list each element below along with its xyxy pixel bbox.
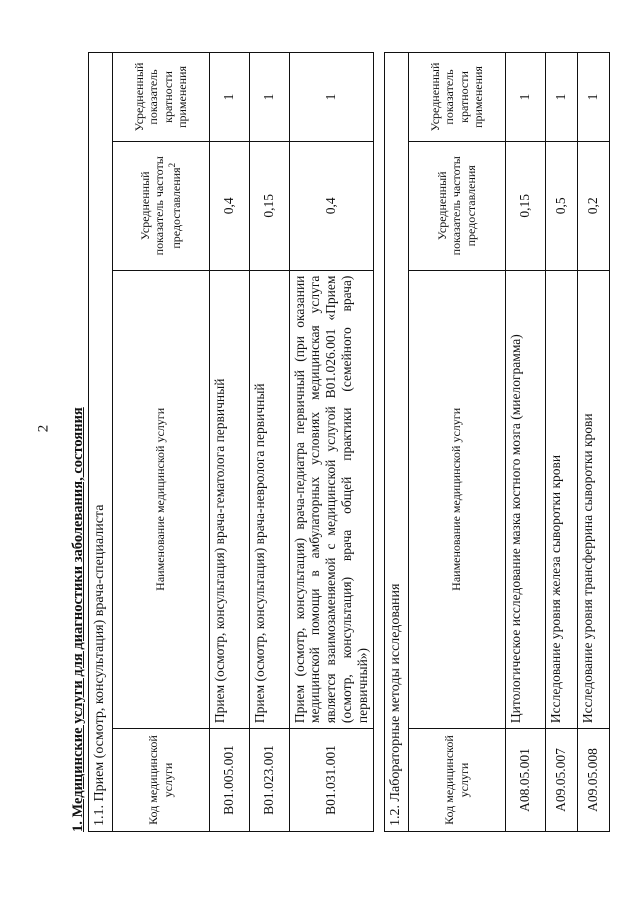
table-row [577, 53, 609, 832]
service-name: Прием (осмотр, консультация) врача-невролога первичный [249, 270, 289, 728]
table-consultations [88, 52, 374, 832]
column-header-multiplicity: Усредненный показатель кратности применения [408, 53, 505, 142]
multiplicity-value: 1 [209, 53, 249, 142]
section-title: 1. Медицинские услуги для диагностики заболевания, состояния [70, 407, 86, 832]
table-caption: 1.1. Прием (осмотр, консультация) врача-специалиста [89, 53, 113, 832]
multiplicity-value: 1 [249, 53, 289, 142]
table-laboratory [384, 52, 610, 832]
table-caption: 1.2. Лабораторные методы исследования [385, 53, 409, 832]
column-header-code: Код медицинской услуги [408, 729, 505, 832]
column-header-multiplicity: Усредненный показатель кратности применения [112, 53, 209, 142]
service-code: B01.005.001 [209, 729, 249, 832]
rotated-content [70, 52, 630, 832]
service-name: Исследование уровня трансферрина сыворотки крови [577, 270, 609, 728]
column-header-frequency: Усредненный показатель частоты предоставления$^2$ [112, 141, 209, 270]
table-row [505, 53, 545, 832]
service-name: Цитологическое исследование мазка костного мозга (миелограмма) [505, 270, 545, 728]
multiplicity-value: 1 [505, 53, 545, 142]
multiplicity-value: 1 [289, 53, 374, 142]
service-code: A08.05.001 [505, 729, 545, 832]
table-row [249, 53, 289, 832]
service-name: Исследование уровня железа сыворотки крови [545, 270, 577, 728]
service-code: A09.05.008 [577, 729, 609, 832]
service-code: B01.031.001 [289, 729, 374, 832]
frequency-value: 0,15 [505, 141, 545, 270]
column-header-name: Наименование медицинской услуги [408, 270, 505, 728]
service-code: A09.05.007 [545, 729, 577, 832]
frequency-value: 0,5 [545, 141, 577, 270]
table-row [209, 53, 249, 832]
frequency-value: 0,4 [209, 141, 249, 270]
service-name: Прием (осмотр, консультация) врача-гематолога первичный [209, 270, 249, 728]
table-row [289, 53, 374, 832]
table-row [545, 53, 577, 832]
page-number: 2 [35, 424, 52, 433]
multiplicity-value: 1 [545, 53, 577, 142]
service-code: B01.023.001 [249, 729, 289, 832]
frequency-value: 0,15 [249, 141, 289, 270]
column-header-code: Код медицинской услуги [112, 729, 209, 832]
column-header-name: Наименование медицинской услуги [112, 270, 209, 728]
multiplicity-value: 1 [577, 53, 609, 142]
column-header-frequency: Усредненный показатель частоты предоставления [408, 141, 505, 270]
frequency-value: 0,4 [289, 141, 374, 270]
service-name: Прием (осмотр, консультация) врача-педиатра первичный (при оказании медицинской помощи в амбулаторных условиях медицинская услуга является взаимозаменяемой с медицинской услугой B01.026.001 «Прием (осмотр, консультация) врача общей практики (семейного врача) первичный») [289, 270, 374, 728]
frequency-value: 0,2 [577, 141, 609, 270]
